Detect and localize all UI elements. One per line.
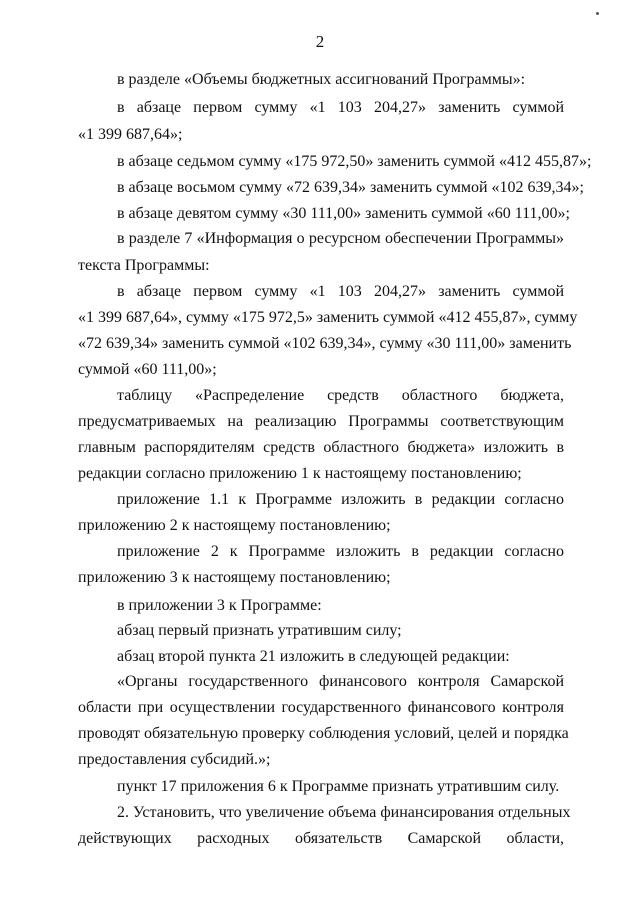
text-line: предусматриваемых на реализацию Программы соответствующим	[78, 413, 564, 430]
text-line: приложение 2 к Программе изложить в редакции согласно	[117, 543, 564, 560]
text-line: пункт 17 приложения 6 к Программе признать утратившим силу.	[117, 778, 560, 795]
text-line: в абзаце девятом сумму «30 111,00» заменить суммой «60 111,00»;	[117, 205, 570, 222]
text-line: «1 399 687,64», сумму «175 972,5» заменить суммой «412 455,87», сумму	[78, 309, 578, 326]
text-line: редакции согласно приложению 1 к настоящему постановлению;	[78, 465, 522, 482]
text-line: текста Программы:	[78, 257, 210, 274]
text-line: в абзаце первом сумму «1 103 204,27» заменить суммой	[117, 99, 564, 116]
text-line: приложение 1.1 к Программе изложить в редакции согласно	[117, 491, 564, 508]
text-line: в абзаце восьмом сумму «72 639,34» заменить суммой «102 639,34»;	[117, 179, 584, 196]
text-line: проводят обязательную проверку соблюдения условий, целей и порядка	[78, 725, 569, 742]
scan-mark	[596, 12, 599, 15]
page-number: 2	[315, 32, 325, 51]
text-line: в приложении 3 к Программе:	[117, 597, 322, 614]
text-line: абзац второй пункта 21 изложить в следующей редакции:	[117, 648, 510, 665]
text-line: главным распорядителям средств областного бюджета» изложить в	[78, 439, 564, 456]
text-line: в разделе 7 «Информация о ресурсном обеспечении Программы»	[117, 230, 564, 247]
text-line: таблицу «Распределение средств областного бюджета,	[117, 387, 564, 404]
text-line: в абзаце седьмом сумму «175 972,50» заменить суммой «412 455,87»;	[117, 153, 592, 170]
text-line: предоставления субсидий.»;	[78, 751, 271, 768]
text-line: «Органы государственного финансового контроля Самарской	[117, 673, 564, 690]
text-line: абзац первый признать утратившим силу;	[117, 622, 402, 639]
text-line: 2. Установить, что увеличение объема финансирования отдельных	[117, 804, 571, 821]
text-line: приложению 3 к настоящему постановлению;	[78, 569, 391, 586]
text-line: области при осуществлении государственного финансового контроля	[78, 699, 564, 716]
text-line: в абзаце первом сумму «1 103 204,27» заменить суммой	[117, 283, 564, 300]
text-line: «72 639,34» заменить суммой «102 639,34», сумму «30 111,00» заменить	[78, 335, 572, 352]
text-line: в разделе «Объемы бюджетных ассигнований Программы»:	[117, 71, 526, 88]
text-line: приложению 2 к настоящему постановлению;	[78, 517, 391, 534]
text-line: суммой «60 111,00»;	[78, 361, 217, 378]
text-line: «1 399 687,64»;	[78, 126, 183, 143]
text-line: действующих расходных обязательств Самарской области,	[78, 830, 564, 847]
